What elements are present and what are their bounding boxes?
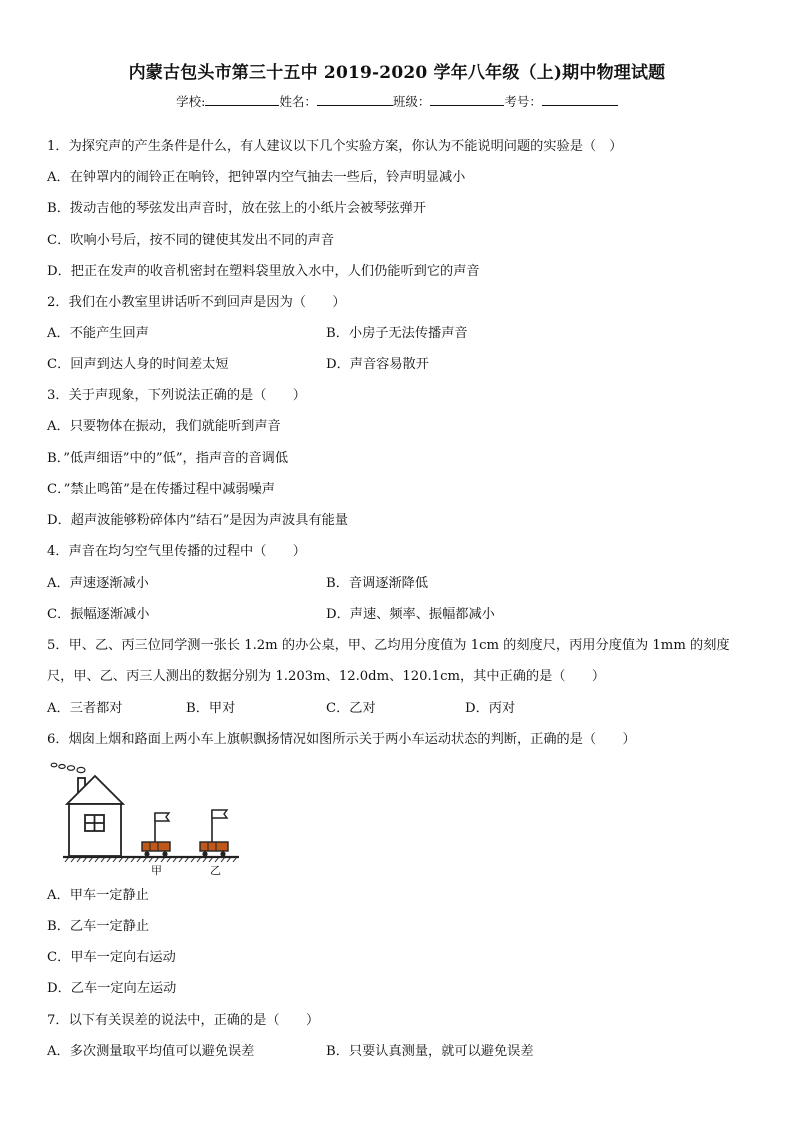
- q5-stem-line1: 5．甲、乙、丙三位同学测一张长 1.2m 的办公桌，甲、乙均用分度值为 1cm 的刻度尺，丙用分度值为 1mm 的刻度: [47, 638, 730, 653]
- class-blank[interactable]: [430, 93, 504, 106]
- smoke-icon: [51, 763, 85, 772]
- name-blank[interactable]: [317, 93, 393, 106]
- q5-option-d: D．丙对: [465, 701, 516, 716]
- name-label: 姓名：: [279, 94, 317, 109]
- q6-option-b: B．乙车一定静止: [47, 919, 150, 934]
- q3-stem: 3．关于声现象，下列说法正确的是（ ）: [47, 388, 306, 403]
- label-yi: 乙: [210, 864, 221, 877]
- q4-option-b: B．音调逐渐降低: [326, 576, 429, 591]
- q2-option-c: C．回声到达人身的时间差太短: [47, 357, 229, 372]
- q4-stem: 4．声音在均匀空气里传播的过程中（ ）: [47, 544, 306, 559]
- number-blank[interactable]: [542, 93, 618, 106]
- figure-drawing: [47, 758, 239, 878]
- house-icon: [67, 776, 123, 856]
- q7-stem: 7．以下有关误差的说法中，正确的是（ ）: [47, 1013, 320, 1028]
- student-info-line: [0, 92, 794, 110]
- ground-icon: [63, 857, 239, 862]
- class-label: 班级：: [392, 94, 431, 109]
- cart-yi-icon: [200, 810, 228, 857]
- cart-jia-icon: [142, 813, 170, 857]
- q6-option-c: C．甲车一定向右运动: [47, 950, 176, 965]
- q2-stem: 2．我们在小教室里讲话听不到回声是因为（ ）: [47, 295, 346, 310]
- q6-option-a: A．甲车一定静止: [47, 888, 149, 903]
- q3-option-a: A．只要物体在振动，我们就能听到声音: [47, 419, 281, 434]
- q1-option-b: B．拨动吉他的琴弦发出声音时，放在弦上的小纸片会被琴弦弹开: [47, 201, 426, 216]
- q1-option-a: A．在钟罩内的闹铃正在响铃，把钟罩内空气抽去一些后，铃声明显减小: [47, 170, 466, 185]
- q7-option-b: B．只要认真测量，就可以避免误差: [326, 1044, 534, 1059]
- q2-option-d: D．声音容易散开: [326, 357, 429, 372]
- q5-stem-line2: 尺，甲、乙、丙三人测出的数据分别为 1.203m、12.0dm、120.1cm，其中正确的是（ ）: [47, 669, 606, 684]
- q5-option-b: B．甲对: [186, 701, 236, 716]
- q5-option-c: C．乙对: [326, 701, 376, 716]
- q4-option-c: C．振幅逐渐减小: [47, 607, 150, 622]
- q1-stem: 1．为探究声的产生条件是什么，有人建议以下几个实验方案，你认为不能说明问题的实验是（ ）: [47, 139, 623, 154]
- number-label: 考号：: [504, 94, 542, 109]
- q2-option-a: A．不能产生回声: [47, 326, 149, 341]
- q4-option-d: D．声速、频率、振幅都减小: [326, 607, 495, 622]
- school-blank[interactable]: [205, 93, 279, 106]
- q2-option-b: B．小房子无法传播声音: [326, 326, 468, 341]
- q1-option-d: D．把正在发声的收音机密封在塑料袋里放入水中，人们仍能听到它的声音: [47, 264, 480, 279]
- q7-option-a: A．多次测量取平均值可以避免误差: [47, 1044, 255, 1059]
- q3-option-d: D．超声波能够粉碎体内”结石”是因为声波具有能量: [47, 513, 348, 528]
- q5-option-a: A．三者都对: [47, 701, 123, 716]
- label-jia: 甲: [151, 864, 162, 877]
- house-and-carts-figure: [47, 758, 239, 878]
- q6-option-d: D．乙车一定向左运动: [47, 981, 177, 996]
- q1-option-c: C．吹响小号后，按不同的键使其发出不同的声音: [47, 233, 335, 248]
- exam-title: 内蒙古包头市第三十五中 2019-2020 学年八年级（上)期中物理试题: [128, 63, 666, 83]
- q3-option-c: C．”禁止鸣笛”是在传播过程中减弱噪声: [47, 482, 275, 497]
- q3-option-b: B．”低声细语”中的”低”，指声音的音调低: [47, 451, 289, 466]
- q4-option-a: A．声速逐渐减小: [47, 576, 149, 591]
- q6-stem: 6．烟囱上烟和路面上两小车上旗帜飘扬情况如图所示关于两小车运动状态的判断，正确的是（ ）: [47, 732, 636, 747]
- school-label: 学校:: [176, 94, 206, 109]
